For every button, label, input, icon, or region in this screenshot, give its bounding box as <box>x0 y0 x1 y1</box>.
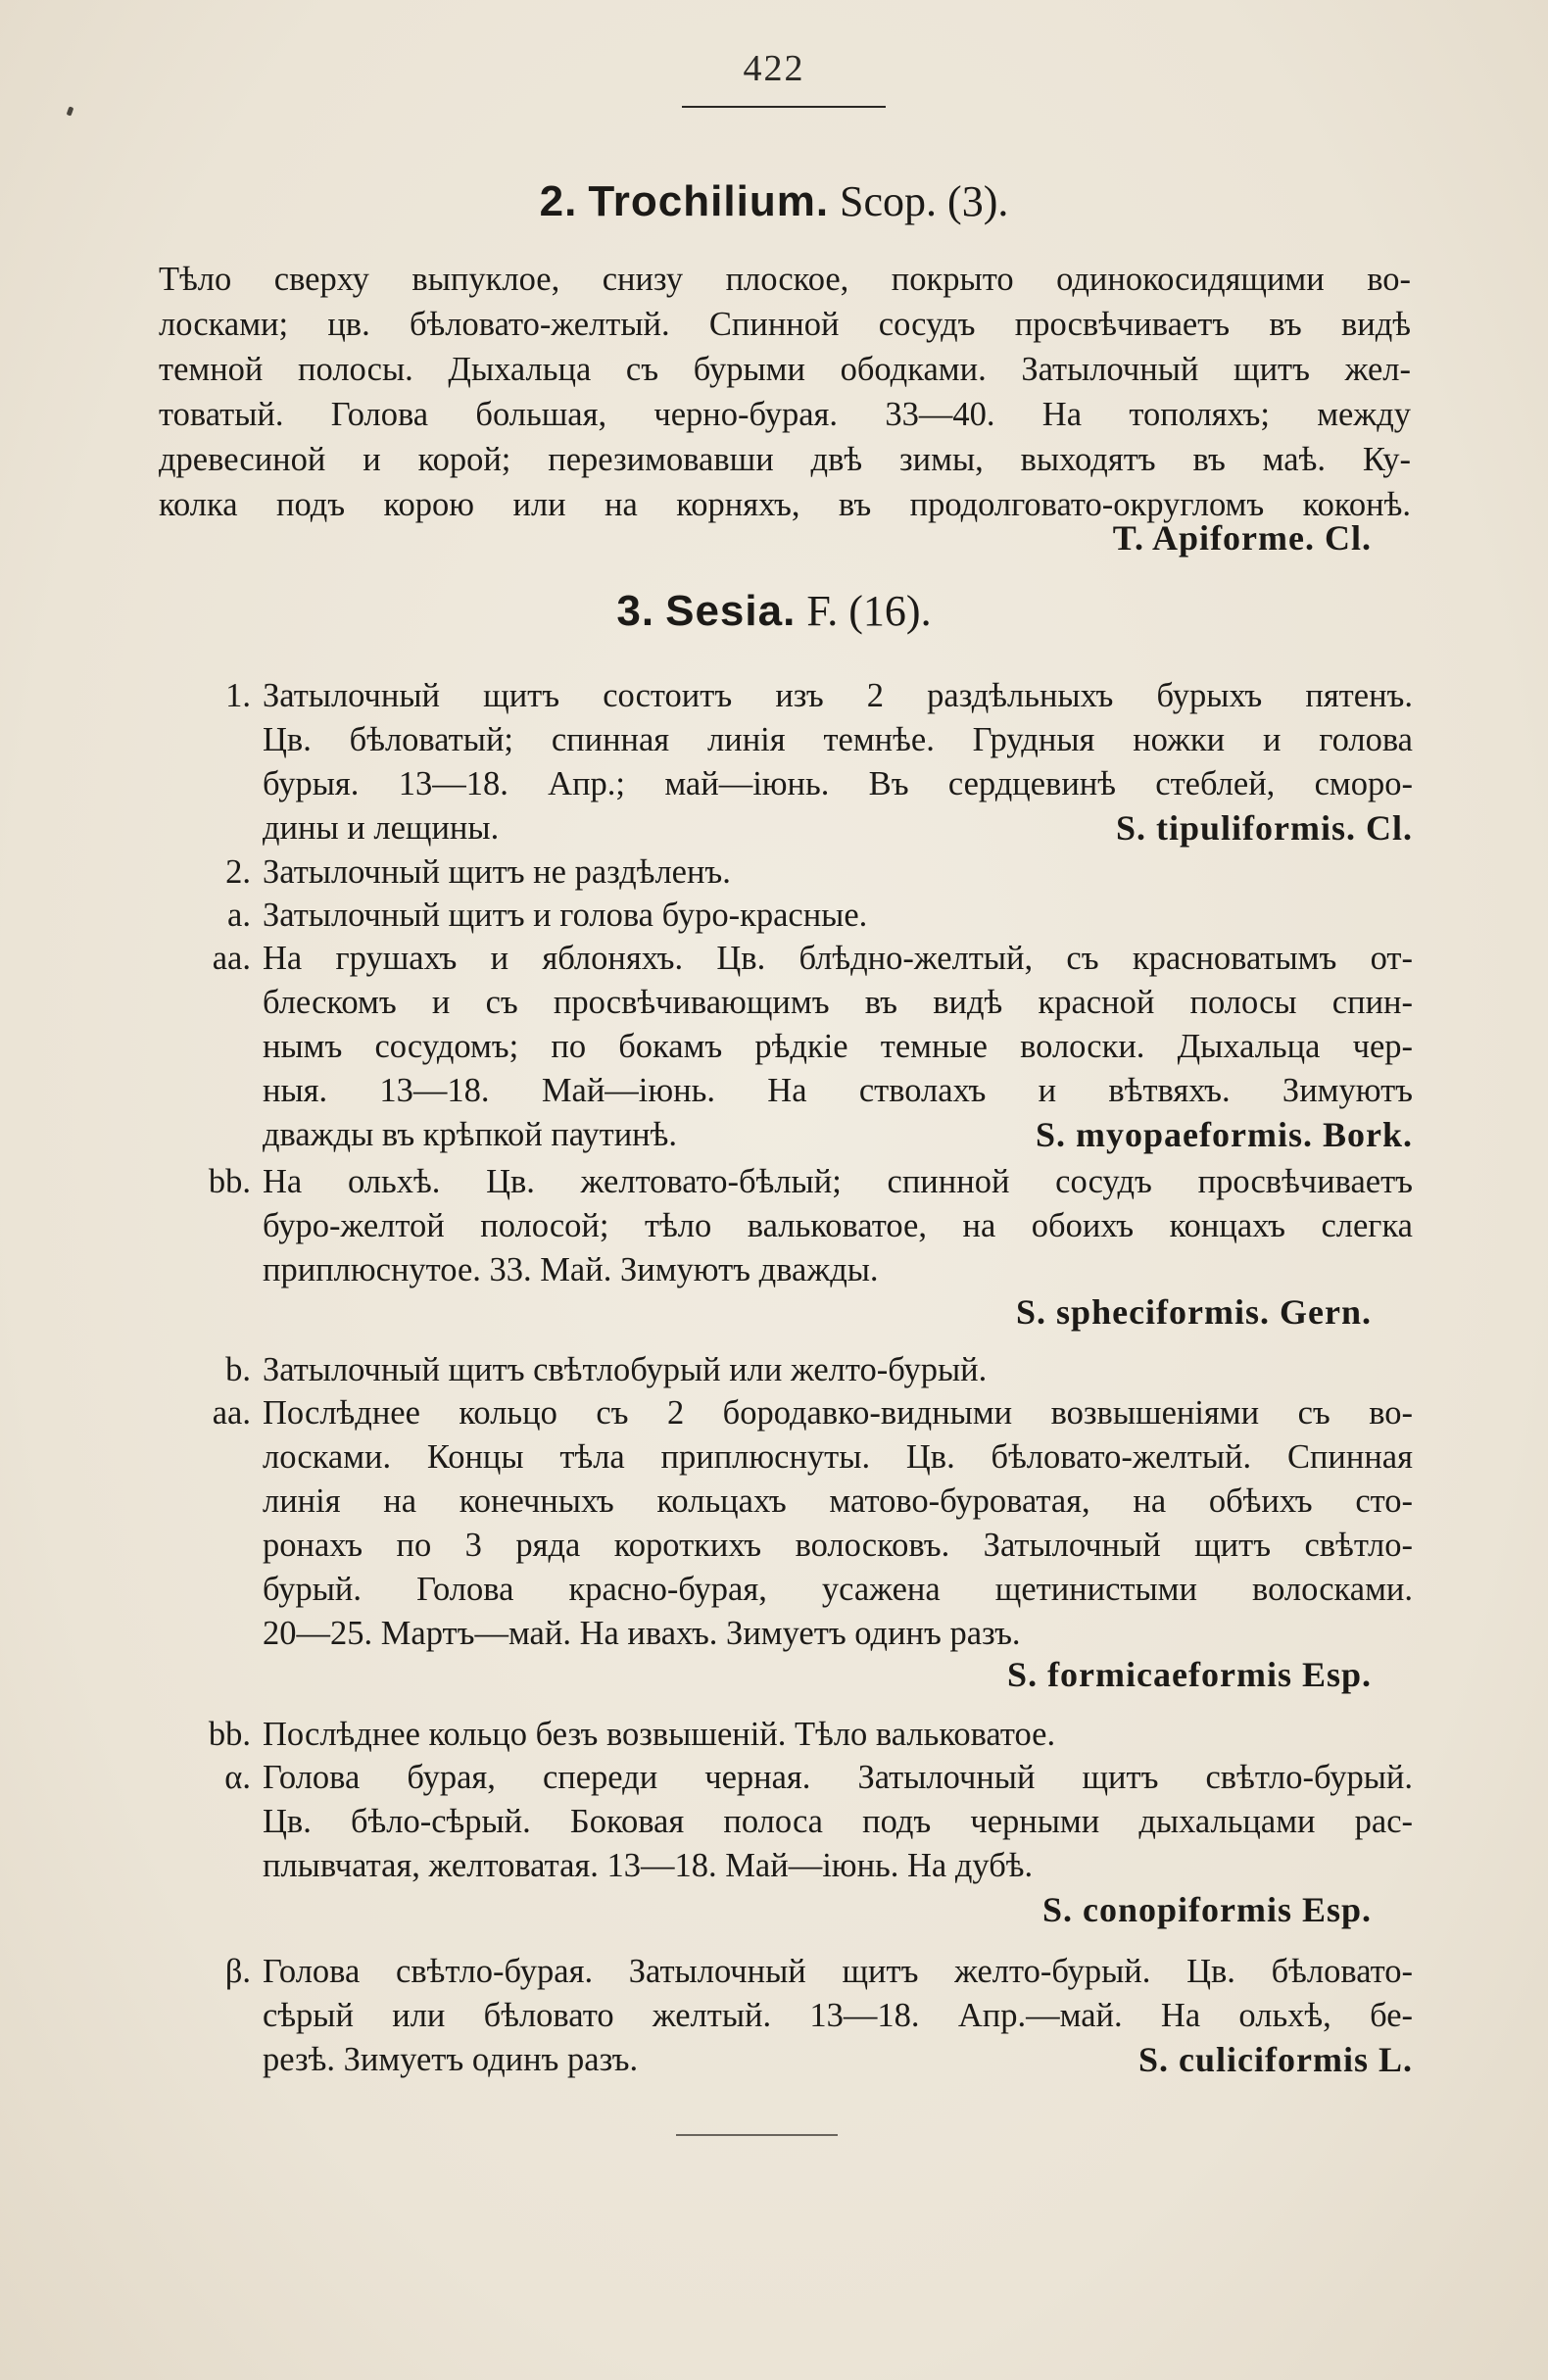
text-line: На грушахъ и яблоняхъ. Цв. блѣдно-желтый, съ красноватымъ от- <box>263 940 1413 977</box>
text-line: Тѣло сверху выпуклое, снизу плоское, покрыто одинокосидящими во- <box>159 261 1411 298</box>
entry-marker: aa. <box>212 940 251 977</box>
text-line: Затылочный щитъ свѣтлобурый или желто-бурый. <box>263 1351 988 1388</box>
text-line: блескомъ и съ просвѣчивающимъ въ видѣ красной полосы спин- <box>263 984 1413 1021</box>
section-2-description <box>159 257 1411 527</box>
text-line: сѣрый или бѣловато желтый. 13—18. Апр.—май. На ольхѣ, бе- <box>263 1997 1413 2034</box>
entry-marker: β. <box>224 1953 251 1990</box>
ink-speck <box>67 106 74 116</box>
text-line: Затылочный щитъ состоитъ изъ 2 раздѣльныхъ бурыхъ пятенъ. <box>263 677 1413 714</box>
header-rule <box>682 106 886 108</box>
text-line: ныя. 13—18. Май—іюнь. На стволахъ и вѣтвяхъ. Зимуютъ <box>263 1072 1413 1109</box>
text-line: темной полосы. Дыхальца съ бурыми ободками. Затылочный щитъ жел- <box>159 351 1411 388</box>
section-3-number: 3. <box>616 587 655 635</box>
text-line: Цв. бѣло-сѣрый. Боковая полоса подъ черными дыхальцами рас- <box>263 1803 1413 1840</box>
text-line: товатый. Голова большая, черно-бурая. 33—40. На тополяхъ; между <box>159 396 1411 433</box>
entry-marker: bb. <box>208 1716 251 1753</box>
text-line: 20—25. Мартъ—май. На ивахъ. Зимуетъ одинъ разъ. <box>263 1615 1021 1652</box>
text-line: плывчатая, желтоватая. 13—18. Май—іюнь. На дубѣ. <box>263 1847 1034 1884</box>
entry-marker: 2. <box>225 853 251 891</box>
text-line: дины и лещины. <box>263 809 500 847</box>
section-2-author: Scop. (3). <box>840 177 1009 225</box>
species-name: S. culiciformis L. <box>1138 2040 1413 2079</box>
section-3-author: F. (16). <box>806 587 932 635</box>
entry-marker: α. <box>224 1759 251 1796</box>
text-line: ронахъ по 3 ряда короткихъ волосковъ. Затылочный щитъ свѣтло- <box>263 1527 1413 1564</box>
text-line: На ольхѣ. Цв. желтовато-бѣлый; спинной сосудъ просвѣчиваетъ <box>263 1163 1413 1200</box>
entry-marker: b. <box>225 1351 251 1388</box>
species-name: S. spheciformis. Gern. <box>1016 1292 1372 1332</box>
text-line: древесиной и корой; перезимовавши двѣ зимы, выходятъ въ маѣ. Ку- <box>159 441 1411 478</box>
text-line: дважды въ крѣпкой паутинѣ. <box>263 1116 677 1153</box>
section-2-heading <box>0 176 1548 226</box>
text-line: буро-желтой полосой; тѣло вальковатое, на обоихъ концахъ слегка <box>263 1207 1413 1244</box>
species-name: S. formicaeformis Esp. <box>1007 1655 1372 1694</box>
entry-marker: bb. <box>208 1163 251 1200</box>
text-line: Затылочный щитъ не раздѣленъ. <box>263 853 731 891</box>
text-line: Цв. бѣловатый; спинная линія темнѣе. Грудныя ножки и голова <box>263 721 1413 758</box>
entry-marker: a. <box>227 897 251 934</box>
text-line: нымъ сосудомъ; по бокамъ рѣдкіе темные волоски. Дыхальца чер- <box>263 1028 1413 1065</box>
footer-rule <box>676 2134 838 2136</box>
text-line: колка подъ корою или на корняхъ, въ продолговато-округломъ коконѣ. <box>159 486 1411 523</box>
section-3-genus: Sesia. <box>665 587 797 635</box>
section-3-heading <box>0 586 1548 636</box>
entry-marker: aa. <box>212 1394 251 1432</box>
species-name: S. tipuliformis. Cl. <box>1115 808 1413 848</box>
section-2-number: 2. <box>539 177 578 225</box>
text-line: Послѣднее кольцо безъ возвышеній. Тѣло вальковатое. <box>263 1716 1056 1753</box>
text-line: лосками; цв. бѣловато-желтый. Спинной сосудъ просвѣчиваетъ въ видѣ <box>159 306 1411 343</box>
text-line: Послѣднее кольцо съ 2 бородавко-видными возвышеніями съ во- <box>263 1394 1413 1432</box>
text-line: приплюснутое. 33. Май. Зимуютъ дважды. <box>263 1251 879 1288</box>
species-name: T. Apiforme. Cl. <box>1112 518 1372 558</box>
text-line: резѣ. Зимуетъ одинъ разъ. <box>263 2041 639 2078</box>
section-2-genus: Trochilium. <box>588 177 830 225</box>
species-name: S. conopiformis Esp. <box>1041 1890 1372 1929</box>
text-line: Голова бурая, спереди черная. Затылочный щитъ свѣтло-бурый. <box>263 1759 1413 1796</box>
text-line: лосками. Концы тѣла приплюснуты. Цв. бѣловато-желтый. Спинная <box>263 1438 1413 1476</box>
text-line: Затылочный щитъ и голова буро-красные. <box>263 897 868 934</box>
text-line: бурыя. 13—18. Апр.; май—іюнь. Въ сердцевинѣ стеблей, сморо- <box>263 765 1413 802</box>
text-line: Голова свѣтло-бурая. Затылочный щитъ желто-бурый. Цв. бѣловато- <box>263 1953 1413 1990</box>
entry-marker: 1. <box>225 677 251 714</box>
page-number: 422 <box>743 48 805 89</box>
species-name: S. myopaeformis. Bork. <box>1036 1115 1413 1154</box>
text-line: линія на конечныхъ кольцахъ матово-буроватая, на обѣихъ сто- <box>263 1482 1413 1520</box>
text-line: бурый. Голова красно-бурая, усажена щетинистыми волосками. <box>263 1571 1413 1608</box>
